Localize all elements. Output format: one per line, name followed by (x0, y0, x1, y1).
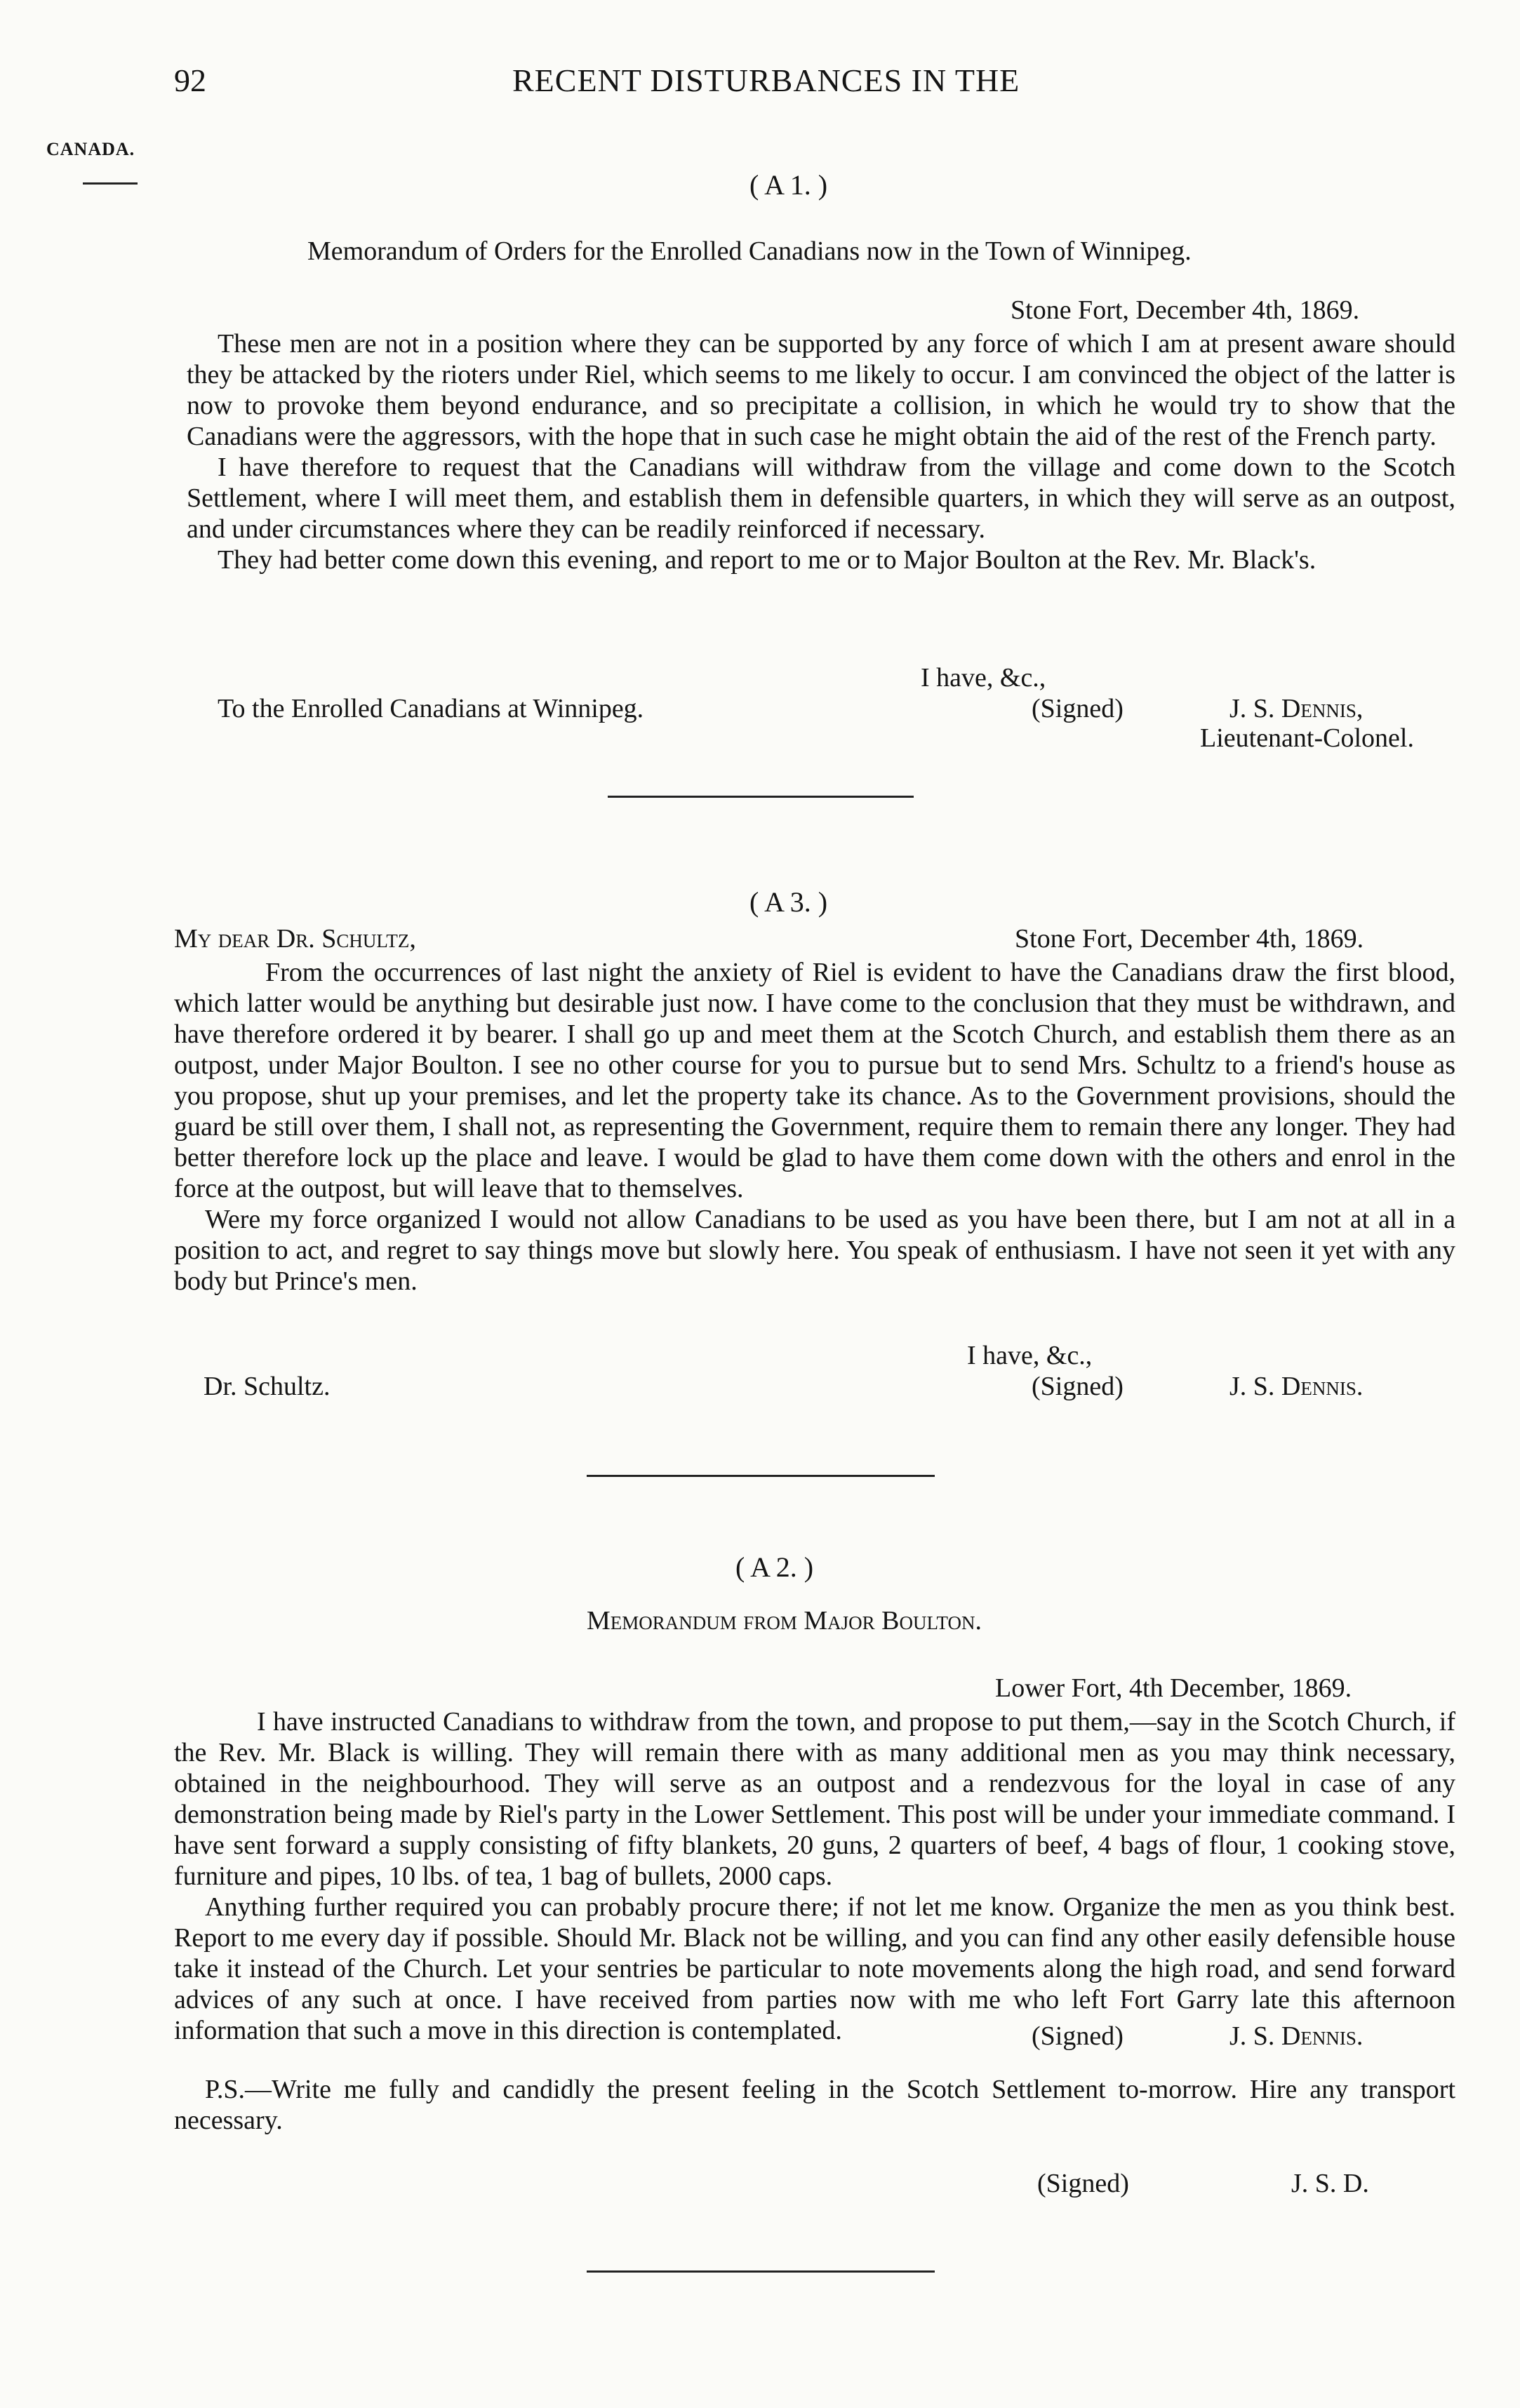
a3-label: ( A 3. ) (749, 886, 828, 918)
a1-paragraph: These men are not in a position where they can be supported by any force of which I am at present aware should they be attacked by the rioters under Riel, which seems to me likely to occur. I am convinced the object of the latter is now to provoke them beyond endurance, and so precipitate a collision, in which he would try to show that the Canadians were the aggressors, with the hope that in such case he might obtain the aid of the rest of the French party. (187, 329, 1455, 451)
a2-label: ( A 2. ) (735, 1551, 814, 1583)
a1-addressee: To the Enrolled Canadians at Winnipeg. (218, 694, 644, 723)
a3-salutation: My dear Dr. Schultz, (174, 924, 416, 954)
a2-body (174, 1706, 1455, 2046)
margin-rule (83, 182, 138, 185)
a2-signer: J. S. Dennis. (1229, 2021, 1364, 2051)
page-number: 92 (174, 62, 206, 98)
a3-signer: J. S. Dennis. (1229, 1372, 1364, 1401)
running-title: RECENT DISTURBANCES IN THE (512, 62, 1020, 98)
a1-paragraph: I have therefore to request that the Canadians will withdraw from the village and come down to the Scotch Settlement, where I will meet them, and establish them in defensible quarters, in which they will serve as an outpost, and under circumstances where they can be readily reinforced if necessary. (187, 453, 1455, 544)
section-divider (608, 796, 914, 798)
a3-place-date: Stone Fort, December 4th, 1869. (1015, 924, 1364, 954)
a1-body (187, 328, 1455, 575)
a1-rank: Lieutenant-Colonel. (1200, 723, 1414, 753)
a1-title: Memorandum of Orders for the Enrolled Canadians now in the Town of Winnipeg. (307, 236, 1192, 266)
a3-closing: I have, &c., (967, 1341, 1093, 1370)
a3-addressee: Dr. Schultz. (204, 1372, 331, 1401)
a1-place-date: Stone Fort, December 4th, 1869. (1011, 295, 1360, 325)
a2-postscript: P.S.—Write me fully and candidly the present feeling in the Scotch Settlement to-morrow. Hire any transport necessary. (174, 2075, 1455, 2135)
a2-ps-signed: (Signed) (1037, 2169, 1129, 2198)
a3-body (174, 957, 1455, 1297)
a3-paragraph: Were my force organized I would not allow Canadians to be used as you have been there, but I am not at all in a position to act, and regret to say things move but slowly here. You speak of enthusiasm. I have not seen it yet with any body but Prince's men. (174, 1205, 1455, 1296)
a1-label: ( A 1. ) (749, 169, 828, 201)
a1-paragraph: They had better come down this evening, and report to me or to Major Boulton at the Rev. Mr. Black's. (218, 545, 1316, 575)
a3-paragraph: From the occurrences of last night the anxiety of Riel is evident to have the Canadians draw the first blood, which latter would be anything but desirable just now. I have come to the conclusion that they must be withdrawn, and have therefore ordered it by bearer. I shall go up and meet them at the Scotch Church, and establish them there as an outpost, under Major Boulton. I see no other course for you to pursue but to send Mrs. Schultz to a friend's house as you propose, shut up your premises, and let the property take its chance. As to the Government provisions, should the guard be still over them, I shall not, as representing the Government, require them to remain there any longer. They had better therefore lock up the place and leave. I would be glad to have them come down with the others and enrol in the force at the outpost, but will leave that to themselves. (174, 958, 1455, 1203)
a2-paragraph: I have instructed Canadians to withdraw from the town, and propose to put them,—say in the Scotch Church, if the Rev. Mr. Black is willing. They will remain there with as many additional men as you may think necessary, obtained in the neighbourhood. They will serve as an outpost and a rendezvous for the loyal in case of any demonstration being made by Riel's party in the Lower Settlement. This post will be under your immediate command. I have sent forward a supply consisting of fifty blankets, 20 guns, 2 quarters of beef, 4 bags of flour, 1 cooking stove, furniture and pipes, 10 lbs. of tea, 1 bag of bullets, 2000 caps. (174, 1707, 1455, 1891)
section-divider (587, 1475, 935, 1477)
a1-closing: I have, &c., (921, 663, 1046, 693)
a3-signed: (Signed) (1032, 1372, 1124, 1401)
section-divider (587, 2270, 935, 2273)
a2-postscript-block (174, 2074, 1455, 2136)
a2-title: Memorandum from Major Boulton. (587, 1606, 982, 1636)
a2-paragraph: Anything further required you can probably procure there; if not let me know. Organize the men as you think best. Report to me every day if possible. Should Mr. Black not be willing, and you can find any other easily defensible house take it instead of the Church. Let your sentries be particular to note movements along the high road, and send forward advices of any such at once. I have received from parties now with me who left Fort Garry late this afternoon information that such a move in this direction is contemplated. (174, 1892, 1455, 2045)
a2-signed: (Signed) (1032, 2021, 1124, 2051)
a1-signer: J. S. Dennis, (1229, 694, 1364, 723)
margin-note: CANADA. (46, 139, 135, 159)
a2-place-date: Lower Fort, 4th December, 1869. (995, 1673, 1352, 1703)
a1-signed: (Signed) (1032, 694, 1124, 723)
a2-ps-signer: J. S. D. (1291, 2169, 1369, 2198)
